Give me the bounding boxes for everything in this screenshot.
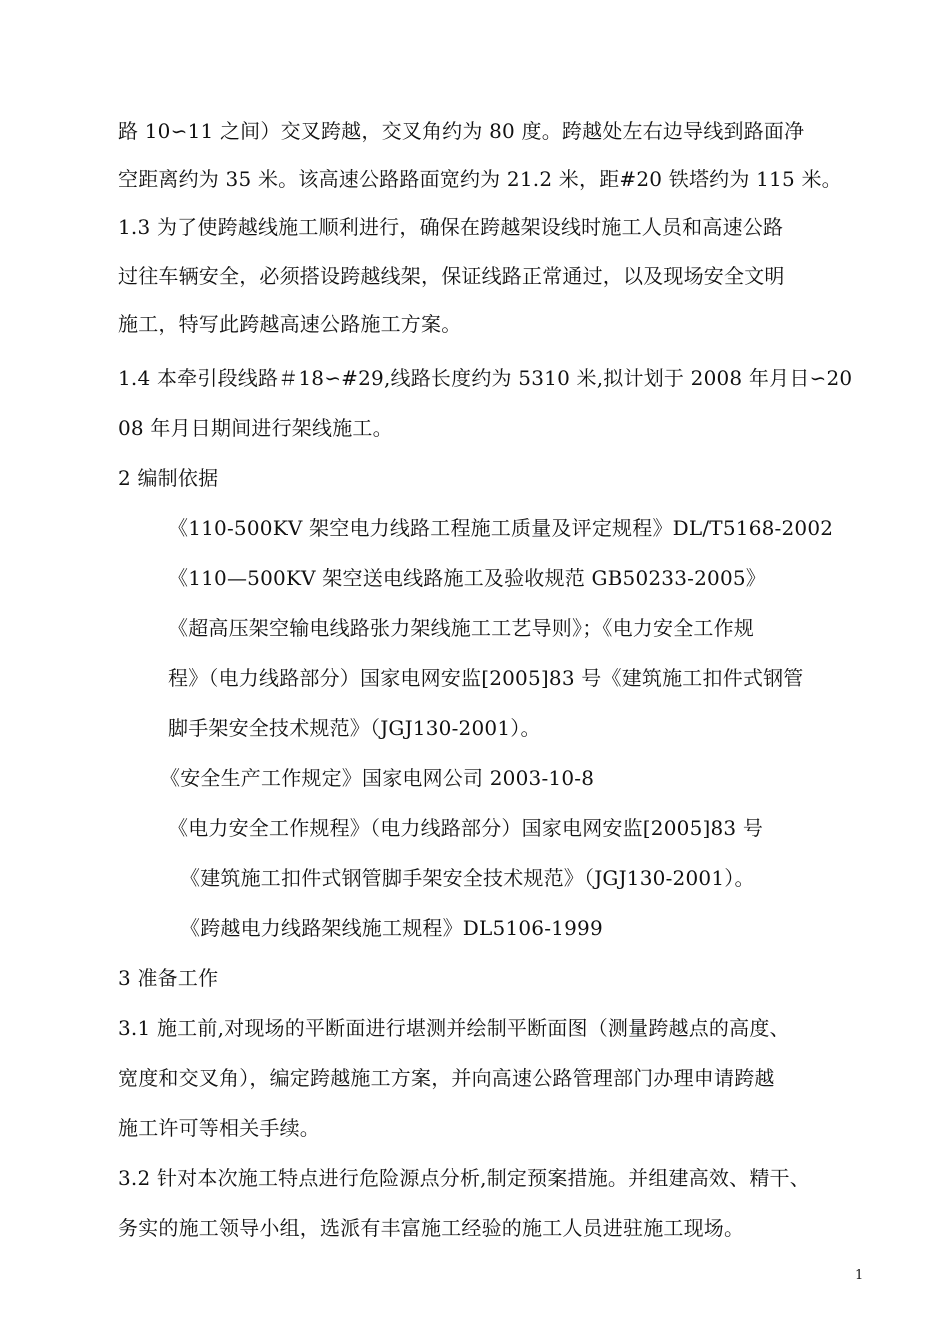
text-line: 08 年月日期间进行架线施工。 [118,416,393,440]
text-line: 空距离约为 35 米。该高速公路路面宽约为 21.2 米，距#20 铁塔约为 115 米。 [118,167,842,191]
text-line: 施工，特写此跨越高速公路施工方案。 [118,312,462,336]
reference-item: 《电力安全工作规程》（电力线路部分）国家电网安监[2005]83 号 [168,816,764,840]
section-heading: 2 编制依据 [118,466,219,490]
text-line: 过往车辆安全，必须搭设跨越线架，保证线路正常通过，以及现场安全文明 [118,264,785,288]
reference-item: 《安全生产工作规定》国家电网公司 2003-10-8 [160,766,595,790]
text-line: 路 10∽11 之间）交叉跨越，交叉角约为 80 度。跨越处左右边导线到路面净 [118,119,805,143]
page-number: 1 [855,1268,864,1283]
reference-item: 《110-500KV 架空电力线路工程施工质量及评定规程》DL/T5168-2002 [168,516,834,540]
text-line: 宽度和交叉角），编定跨越施工方案，并向高速公路管理部门办理申请跨越 [118,1066,775,1090]
text-line: 3.2 针对本次施工特点进行危险源点分析,制定预案措施。并组建高效、精干、 [118,1166,810,1190]
reference-item: 《超高压架空输电线路张力架线施工工艺导则》；《电力安全工作规 [168,616,754,640]
section-heading: 3 准备工作 [118,966,219,990]
reference-item: 《建筑施工扣件式钢管脚手架安全技术规范》（JGJ130-2001）。 [180,866,755,890]
reference-item: 程》（电力线路部分）国家电网安监[2005]83 号《建筑施工扣件式钢管 [168,666,804,690]
reference-item: 《110—500KV 架空送电线路施工及验收规范 GB50233-2005》 [168,566,766,590]
text-line: 1.4 本牵引段线路＃18∽#29,线路长度约为 5310 米,拟计划于 2008 年月日∽20 [118,366,853,390]
text-line: 务实的施工领导小组，选派有丰富施工经验的施工人员进驻施工现场。 [118,1216,745,1240]
text-line: 施工许可等相关手续。 [118,1116,320,1140]
reference-item: 《跨越电力线路架线施工规程》DL5106-1999 [180,916,603,940]
text-line: 1.3 为了使跨越线施工顺利进行，确保在跨越架设线时施工人员和高速公路 [118,215,784,239]
text-line: 3.1 施工前,对现场的平断面进行堪测并绘制平断面图（测量跨越点的高度、 [118,1016,790,1040]
reference-item: 脚手架安全技术规范》（JGJ130-2001）。 [168,716,541,740]
